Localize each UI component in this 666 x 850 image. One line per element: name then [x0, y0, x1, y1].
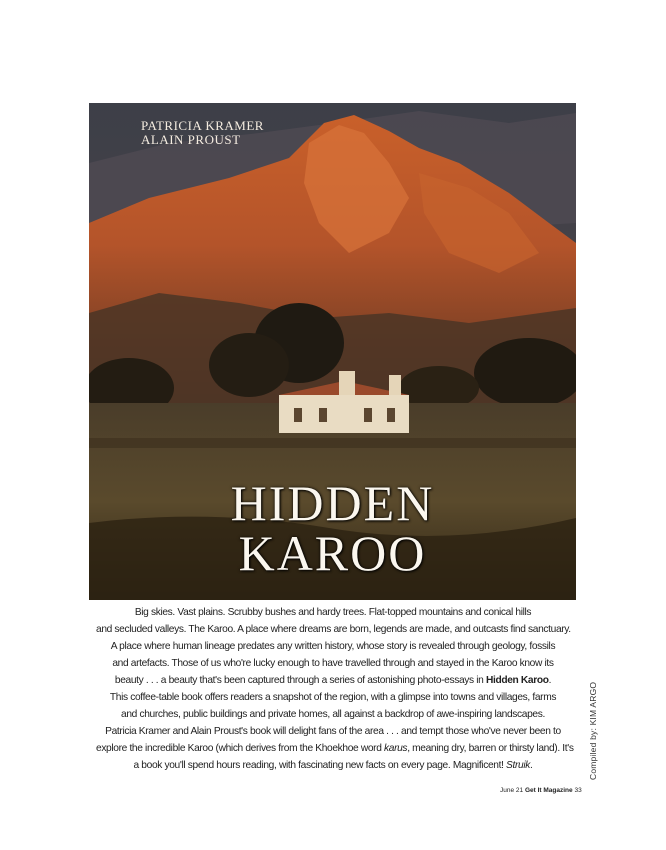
book-title-bold: Hidden Karoo — [485, 675, 549, 686]
body-line — [96, 740, 574, 757]
body-line: Patricia Kramer and Alain Proust's book will delight fans of the area . . . and tempt those who've never been to — [105, 726, 561, 737]
body-line: and churches, public buildings and private homes, all against a backdrop of awe-inspiring landscapes. — [121, 709, 545, 720]
body-line: This coffee-table book offers readers a snapshot of the region, with a glimpse into towns and villages, farms — [109, 692, 557, 703]
body-line: Big skies. Vast plains. Scrubby bushes and hardy trees. Flat-topped mountains and conical hills — [134, 607, 532, 618]
body-line — [96, 672, 570, 689]
article-body — [96, 604, 574, 774]
publisher-italic: Struik — [506, 760, 530, 771]
body-text-run: beauty . . . a beauty that's been captured through a series of astonishing photo-essays in — [114, 675, 486, 686]
body-line: and secluded valleys. The Karoo. A place where dreams are born, legends are made, and outcasts find sanctuary. — [96, 624, 571, 635]
footer-month: June 21 — [500, 787, 524, 794]
body-text-run: . — [530, 760, 533, 771]
body-text-run: . — [548, 675, 552, 686]
body-line: and artefacts. Those of us who're lucky enough to have travelled through and stayed in the Karoo know its — [112, 658, 554, 669]
italic-word: karus — [384, 743, 408, 754]
body-text-run: , meaning dry, barren or thirsty land). It's — [407, 743, 574, 754]
footer-page-number: 33 — [574, 787, 582, 794]
cover-title-line-1: HIDDEN — [230, 475, 435, 531]
cover-photo — [89, 103, 576, 600]
cover-authors — [141, 119, 264, 147]
body-text-run: a book you'll spend hours reading, with fascinating new facts on every page. Magnificent! — [133, 760, 507, 771]
body-text-run: explore the incredible Karoo (which derives from the Khoekhoe word — [96, 743, 385, 754]
body-line: A place where human lineage predates any written history, whose story is revealed through geology, fossils — [110, 641, 556, 652]
body-line — [96, 757, 570, 774]
cover-title-line-2: KAROO — [238, 525, 427, 581]
page-footer — [500, 787, 582, 794]
footer-magazine: Get It Magazine — [524, 787, 573, 794]
compiled-by-credit: Compiled by: KIM ARGO — [588, 681, 598, 780]
cover-author-1: PATRICIA KRAMER — [141, 118, 264, 133]
cover-author-2: ALAIN PROUST — [141, 132, 241, 147]
